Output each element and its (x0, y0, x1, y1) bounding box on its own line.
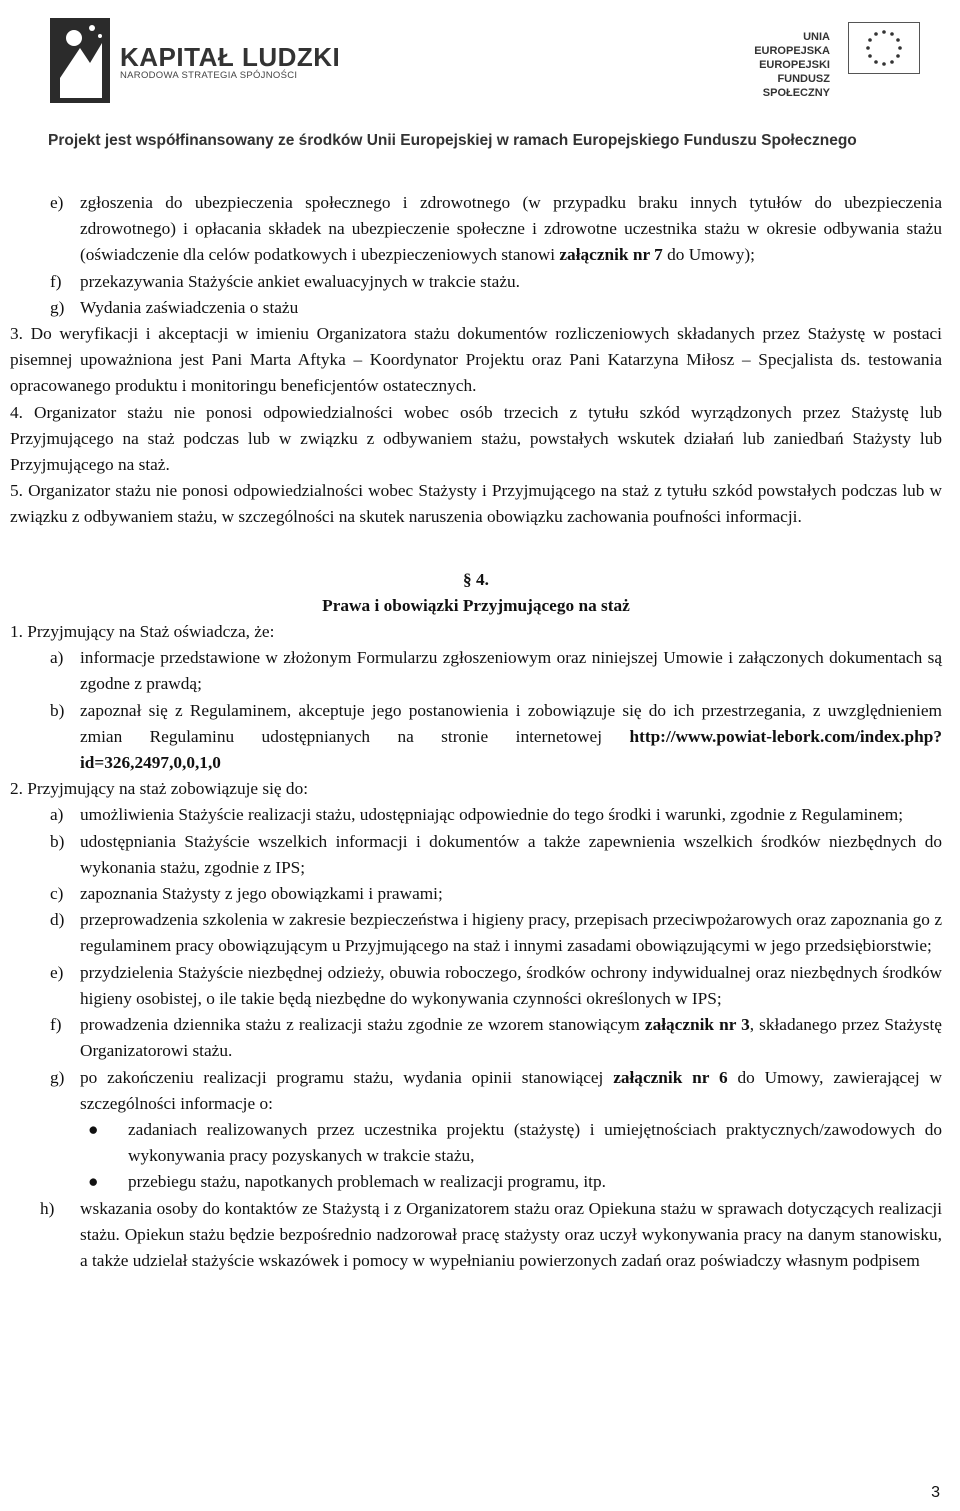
list-text-after: do Umowy); (662, 245, 755, 265)
list-item (10, 829, 942, 881)
list-item (10, 881, 942, 907)
eu-logo (725, 22, 930, 99)
bullet-icon: ● (88, 1119, 99, 1139)
list-text-after: do Umowy, zawierającej w szczególności informacje o: (80, 1067, 942, 1113)
list-text: przekazywania Stażyście ankiet ewaluacyjnych w trakcie stażu. (80, 271, 520, 291)
list-text: przydzielenia Stażyście niezbędnej odzieży, obuwia roboczego, środków ochrony indywidualnej oraz niezbędnych środków higieny osobistej, o ile takie będą niezbędne do wykonywania czynności określonych w IPS; (80, 962, 942, 1008)
list-label: f) (50, 1015, 62, 1035)
list-item (10, 1196, 942, 1275)
paragraph-5: 5. Organizator stażu nie ponosi odpowiedzialności wobec Stażysty i Przyjmującego na staż z tytułu szkód powstałych podczas lub w związku z odbywaniem stażu, w szczególności na skutek naruszenia obowiązku zachowania poufności informacji. (10, 481, 942, 527)
list-label: h) (40, 1198, 55, 1218)
list-label: b) (50, 700, 65, 720)
list-bold: załącznik nr 3 (644, 1015, 750, 1035)
list-item (10, 1065, 942, 1117)
list-item (10, 698, 942, 777)
list-item (10, 960, 942, 1012)
list-text: zgłoszenia do ubezpieczenia społecznego i zdrowotnego (w przypadku braku innych tytułów do ubezpieczenia zdrowotnego) i opłacania składek na ubezpieczenie społeczne i zdrowotne uczestnika stażu w okresie odbywania stażu (oświadczenie dla celów podatkowych i ubezpieczeniowych stanowi (80, 193, 942, 265)
list-item (10, 645, 942, 697)
bullet-item (10, 1169, 942, 1195)
list-text: prowadzenia dziennika stażu z realizacji stażu zgodnie ze wzorem stanowiącym (80, 1015, 645, 1035)
bullet-icon: ● (88, 1172, 99, 1192)
list-text: Wydania zaświadczenia o stażu (80, 297, 299, 317)
list-text: zapoznania Stażysty z jego obowiązkami i prawami; (80, 884, 443, 904)
list-label: f) (50, 271, 62, 291)
list-label: d) (50, 910, 65, 930)
page-number: 3 (931, 1484, 940, 1501)
list-text: przeprowadzenia szkolenia w zakresie bezpieczeństwa i higieny pracy, przepisach przeciwpożarowych oraz zapoznania go z regulaminem pracy obowiązującym u Przyjmującego na staż i innymi zasadami obowiązującymi w jego przedsiębiorstwie; (80, 910, 942, 956)
section-number: § 4. (463, 569, 489, 589)
section-title: Prawa i obowiązki Przyjmującego na staż (322, 595, 630, 615)
list-text-after: , składanego przez Stażystę Organizatorowi stażu. (80, 1015, 942, 1061)
bullet-item (10, 1117, 942, 1169)
list-label: b) (50, 831, 65, 851)
page-header (0, 0, 960, 170)
list-item (10, 190, 942, 269)
list-label: g) (50, 297, 65, 317)
document-body (10, 190, 942, 1274)
list-text: umożliwienia Stażyście realizacji stażu, udostępniając odpowiednie do tego środki i warunki, zgodnie z Regulaminem; (80, 805, 904, 825)
regulation-url: http://www.powiat-lebork.com/index.php?id=326,2497,0,0,1,0 (80, 726, 942, 773)
list-text: wskazania osoby do kontaktów ze Stażystą i z Organizatorem stażu oraz Opiekuna stażu w sprawach dotyczących realizacji stażu. Opiekun stażu będzie bezpośrednio nadzorował pracę stażysty oraz uczył wykonywania pracy na danym stanowisku, a także udzielał stażyście wskazówek i pomocy w wypełnianiu powierzonych zadań oraz poświadczy własnym podpisem (80, 1198, 942, 1270)
list-item (10, 295, 942, 321)
kapital-ludzki-title: KAPITAŁ LUDZKI (120, 42, 341, 72)
list-item (10, 269, 942, 295)
clause-2: 2. Przyjmujący na staż zobowiązuje się do: (10, 779, 309, 799)
paragraph-4: 4. Organizator stażu nie ponosi odpowiedzialności wobec osób trzecich z tytułu szkód wyrządzonych przez Stażystę lub Przyjmującego na staż podczas lub w związku z odbywaniem stażu, powstałych wskutek działań lub zaniedbań Stażysty lub Przyjmującego na staż. (10, 402, 942, 475)
list-label: g) (50, 1067, 65, 1087)
bullet-text: przebiegu stażu, napotkanych problemach w realizacji programu, itp. (128, 1172, 606, 1192)
list-text: zapoznał się z Regulaminem, akceptuje jego postanowienia i zobowiązuje się do ich przestrzegania, z uwzględnieniem zmian Regulaminu udostępnianych na stronie internetowej (80, 700, 942, 746)
list-bold: załącznik nr 6 (613, 1067, 728, 1087)
list-label: e) (50, 962, 64, 982)
eu-flag-icon (848, 22, 920, 74)
list-bold: załącznik nr 7 (559, 245, 663, 265)
list-text: udostępniania Stażyście wszelkich informacji i dokumentów a także zapewnienia wszelkich środków niezbędnych do wykonania stażu, zgodnie z IPS; (80, 831, 942, 877)
clause-1: 1. Przyjmujący na Staż oświadcza, że: (10, 622, 275, 642)
list-item (10, 802, 942, 828)
list-text: informacje przedstawione w złożonym Formularzu zgłoszeniowym oraz niniejszej Umowie i załączonych dokumentach są zgodne z prawdą; (80, 648, 942, 694)
list-label: e) (50, 193, 64, 212)
list-label: a) (50, 648, 64, 668)
bullet-text: zadaniach realizowanych przez uczestnika projektu (stażystę) i umiejętnościach praktycznych/zawodowych do wykonywania pracy pozyskanych w trakcie stażu, (128, 1119, 942, 1166)
list-item (10, 1012, 942, 1064)
eu-logo-line2: EUROPEJSKI (759, 59, 830, 71)
kapital-ludzki-subtitle: NARODOWA STRATEGIA SPÓJNOŚCI (120, 70, 298, 81)
list-label: c) (50, 884, 64, 904)
eu-logo-line3: FUNDUSZ SPOŁECZNY (762, 73, 830, 99)
list-label: a) (50, 805, 64, 825)
project-cofinancing-line: Projekt jest współfinansowany ze środków Unii Europejskiej w ramach Europejskiego Funduszu Społecznego (48, 132, 857, 149)
list-item (10, 907, 942, 959)
eu-logo-line1: UNIA EUROPEJSKA (754, 31, 830, 57)
list-text: po zakończeniu realizacji programu stażu, wydania opinii stanowiącej (80, 1067, 614, 1087)
paragraph-3: 3. Do weryfikacji i akceptacji w imieniu Organizatora stażu dokumentów rozliczeniowych składanych przez Stażystę w postaci pisemnej upoważniona jest Pani Marta Aftyka – Koordynator Projektu oraz Pani Katarzyna Miłosz – Specjalista ds. testowania opracowanego produktu i monitoringu beneficjentów ostatecznych. (10, 324, 942, 396)
